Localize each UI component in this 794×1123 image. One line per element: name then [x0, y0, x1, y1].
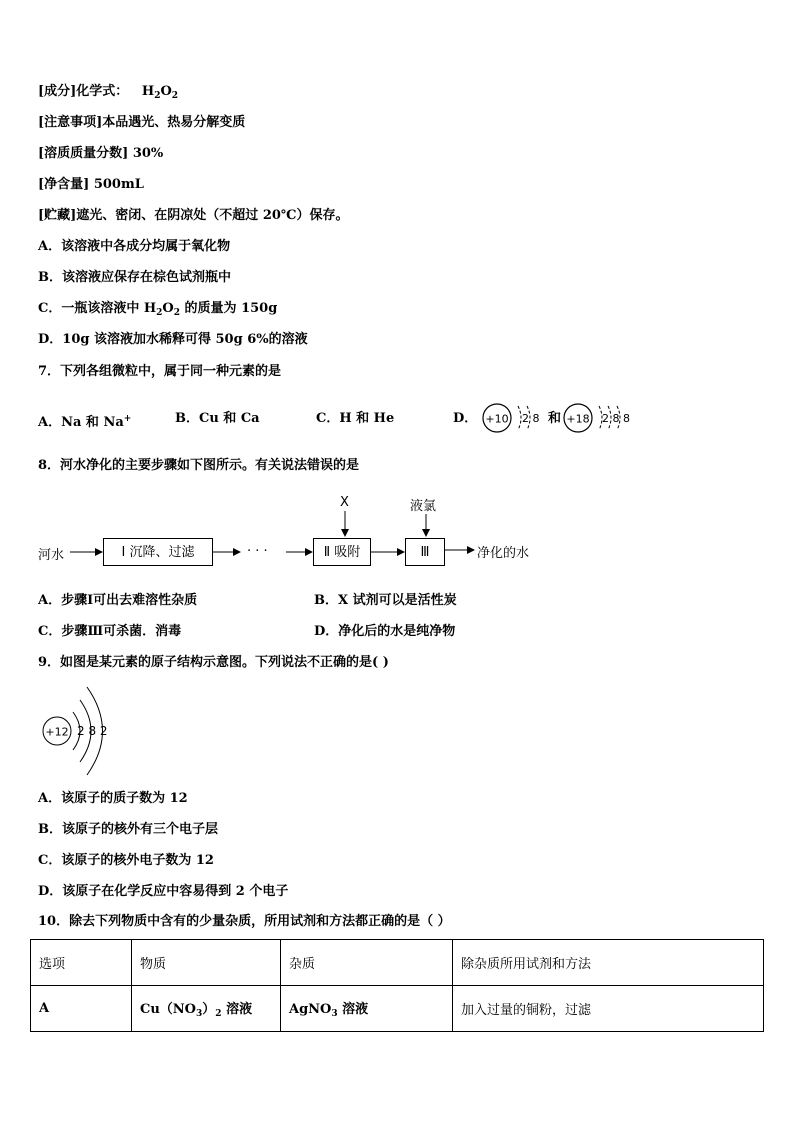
h2o2-formula: $H_2O_2$ — [141, 84, 179, 101]
mg-shell-electrons: 2 8 2 — [77, 724, 108, 738]
table-header-impurity: 杂质 — [281, 940, 453, 986]
q10-table — [30, 939, 764, 1032]
q8-option-a: A．步骤Ⅰ可出去难溶性杂质 — [38, 593, 198, 608]
substance-sub2: 2 — [215, 1009, 222, 1019]
q9-option-d: D．该原子在化学反应中容易得到 2 个电子 — [38, 884, 289, 899]
label-concentration-line: [溶质质量分数] 30% — [38, 146, 164, 161]
table-cell-impurity — [281, 986, 453, 1032]
q6-option-a: A．该溶液中各成分均属于氧化物 — [38, 239, 231, 254]
substance-mid: ） — [202, 1002, 216, 1017]
q10-stem: 10．除去下列物质中含有的少量杂质，所用试剂和方法都正确的是（ ） — [38, 914, 451, 929]
q6-option-d: D．10g 该溶液加水稀释可得 50g 6%的溶液 — [38, 332, 308, 347]
label-formula-prefix: [成分]化学式： — [38, 84, 129, 99]
q7-stem: 7．下列各组微粒中，属于同一种元素的是 — [38, 364, 282, 379]
table-header-substance: 物质 — [132, 940, 281, 986]
flow-input-label: 河水 — [38, 548, 65, 563]
table-cell-substance — [132, 986, 281, 1032]
q7-and: 和 — [548, 411, 562, 426]
q6-option-c: C．一瓶该溶液中 $H_2O_2$ 的质量为 150g — [38, 301, 278, 318]
atom-diagram-magnesium — [40, 682, 120, 782]
q6-option-c-suffix: 的质量为 150g — [180, 301, 278, 316]
table-cell-option: A — [31, 986, 132, 1032]
impurity-sub: 3 — [331, 1009, 338, 1019]
q8-option-b: B．X 试剂可以是活性炭 — [314, 593, 457, 608]
atom2-shell-electrons: 2 8 8 — [602, 412, 630, 425]
impurity-prefix: AgNO — [289, 1002, 332, 1017]
impurity-suffix: 溶液 — [337, 1002, 369, 1017]
table-row — [31, 986, 764, 1032]
flow-dots: · · · — [247, 544, 268, 559]
q7-option-c: C．H 和 He — [316, 411, 395, 426]
q7-option-a-text: A．Na 和 Na — [38, 415, 124, 430]
q9-option-a: A．该原子的质子数为 12 — [38, 791, 188, 806]
mg-nucleus-label: +12 — [45, 725, 69, 739]
table-header-method: 除杂质所用试剂和方法 — [453, 940, 764, 986]
substance-suffix: 溶液 — [221, 1002, 253, 1017]
flow-step-3-box: Ⅲ — [405, 538, 445, 566]
flow-output-label: 净化的水 — [477, 546, 530, 561]
table-header-option: 选项 — [31, 940, 132, 986]
q6-option-c-prefix: C．一瓶该溶液中 H — [38, 301, 157, 316]
q7-option-a-sup: + — [123, 414, 132, 424]
atom2-nucleus-label: +18 — [566, 412, 590, 426]
flow-step-1-box: Ⅰ 沉降、过滤 — [103, 538, 213, 566]
q7-option-b: B．Cu 和 Ca — [175, 411, 260, 426]
label-storage-line: [贮藏]遮光、密闭、在阴凉处（不超过 20℃）保存。 — [38, 208, 349, 223]
q8-stem: 8．河水净化的主要步骤如下图所示。有关说法错误的是 — [38, 458, 360, 473]
atom1-shell-electrons: 2 8 — [522, 412, 540, 425]
q9-stem: 9．如图是某元素的原子结构示意图。下列说法不正确的是( ) — [38, 655, 389, 670]
substance-sub: 3 — [196, 1009, 203, 1019]
flow-step-2-box: Ⅱ 吸附 — [313, 538, 371, 566]
flow-x-label: X — [340, 495, 349, 510]
q9-option-c: C．该原子的核外电子数为 12 — [38, 853, 214, 868]
label-volume-line: [净含量] 500mL — [38, 177, 144, 192]
q6-option-b: B．该溶液应保存在棕色试剂瓶中 — [38, 270, 231, 285]
substance-prefix: Cu（NO — [140, 1002, 197, 1017]
table-header-row — [31, 940, 764, 986]
atom1-nucleus-label: +10 — [485, 412, 509, 426]
label-notice-line: [注意事项]本品遇光、热易分解变质 — [38, 115, 246, 130]
q8-option-c: C．步骤Ⅲ可杀菌．消毒 — [38, 624, 182, 639]
q8-option-d: D．净化后的水是纯净物 — [314, 624, 456, 639]
q9-option-b: B．该原子的核外有三个电子层 — [38, 822, 218, 837]
flow-chlorine-label: 液氯 — [410, 499, 437, 514]
table-cell-method: 加入过量的铜粉，过滤 — [453, 986, 764, 1032]
q7-option-d: D． — [453, 411, 478, 426]
